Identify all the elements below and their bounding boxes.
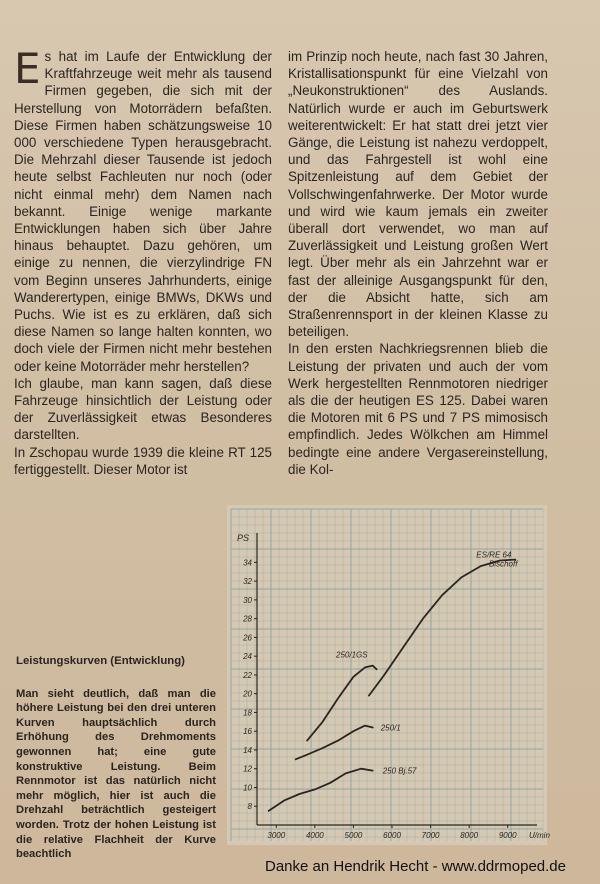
drop-cap: E (14, 44, 41, 93)
paragraph: In Zschopau wurde 1939 die kleine RT 125 fertiggestellt. Dieser Motor ist (14, 444, 272, 477)
paragraph: In den ersten Nachkriegsrennen blieb die Leistung der privaten und auch der vom Werk hergestellten Rennmotoren niedriger als die der heutigen ES 125. Dabei waren die Motoren mit 6 PS und 7 PS mimosisch empfindlich. Jedes Wölkchen am Himmel bedingte eine andere Vergasereinstellung, die Kol- (288, 341, 548, 477)
y-tick-label: 12 (243, 764, 252, 774)
y-tick-label: 10 (243, 783, 252, 793)
y-axis-label: PS (237, 533, 250, 543)
paragraph: im Prinzip noch heute, nach fast 30 Jahren, Kristallisationspunkt für eine Vielzahl von „Neukonstruktionen“ des Auslands. Natürlich wurde er auch im Geburtswerk weiterentwickelt: Er hat statt drei jetzt vier Gänge, die Leistung ist nahezu verdoppelt, und das Fahrgestell ist wohl eine Spitzenleistung auf dem Gebiet der Vollschwingenfahrwerke. Der Motor wurde und wird wie kaum jemals ein zweiter überall dort verwendet, wo man auf Zuverlässigkeit und Leistung großen Wert legt. Über mehr als ein Jahrzehnt war er fast der alleinige Ausgangspunkt für den, der die Absicht hatte, sich am Straßenrennsport in der kleinen Klasse zu beteiligen. (288, 49, 548, 340)
series-label: 250/1GS (336, 650, 368, 660)
y-tick-label: 20 (243, 689, 252, 699)
paragraph: s hat im Laufe der Entwicklung der Kraftfahrzeuge weit mehr als tausend Firmen gegeben, die sich mit der Herstellung von Motorrädern befaßten. Diese Firmen haben schätzungsweise 10 000 verschiedene Typen herausgebracht. Die Mehrzahl dieser Tausende ist jedoch heute selbst Fachleuten nur noch (oder nicht einmal mehr) dem Namen nach bekannt. Einige wenige markante Entwicklungen haben sich über Jahre hinaus behauptet. Dazu gehören, um einige zu nennen, die vierzylindrige FN vom Beginn unseres Jahrhunderts, einige Wanderertypen, einige BMWs, DKWs und Puchs. Wie ist es zu erklären, daß sich diese Namen so lange halten konnten, wo doch viele der Firmen nicht mehr bestehen oder keine Motorräder mehr herstellen? (14, 49, 272, 374)
x-tick-label: 3000 (267, 831, 286, 840)
x-tick-label: 8000 (460, 831, 479, 840)
credit-line: Danke an Hendrik Hecht - www.ddrmoped.de (265, 858, 566, 875)
y-tick-label: 32 (243, 577, 252, 587)
x-tick-label: 6000 (383, 831, 401, 840)
paragraph: Ich glaube, man kann sagen, daß diese Fahrzeuge hinsichtlich der Leistung oder der Zuverlässigkeit etwas Besonderes darstellten. (14, 375, 272, 443)
series-label: 250/1 (380, 723, 401, 733)
series-label: Bischoff (488, 559, 518, 569)
y-tick-label: 24 (243, 652, 252, 662)
series-label: 250 Bj.57 (382, 766, 417, 776)
y-tick-label: 8 (247, 802, 252, 812)
x-tick-label: 7000 (421, 831, 440, 840)
caption-body: Man sieht deutlich, daß man die höhere Leistung bei den drei unteren Kurven hauptsächlich durch Erhöhung des Drehmoments gewonnen hat; eine gute konstruktive Leistung. Beim Rennmotor ist das natürlich nicht mehr möglich, hier ist auch die Drehzahl beträchtlich gesteigert worden. Trotz der hohen Leistung ist die relative Flachheit der Kurve beachtlich (16, 687, 216, 861)
y-tick-label: 26 (243, 633, 252, 643)
caption-title: Leistungskurven (Entwicklung) (16, 655, 185, 667)
x-tick-label: 9000 (498, 831, 517, 840)
y-tick-label: 34 (243, 558, 252, 568)
y-tick-label: 14 (243, 745, 252, 755)
performance-curves-chart (227, 505, 550, 845)
y-tick-label: 30 (243, 595, 252, 605)
body-column-left (14, 44, 272, 478)
y-tick-label: 16 (243, 727, 252, 737)
x-axis-label: U/min (529, 831, 550, 840)
body-column-right (288, 48, 548, 478)
series-label: ES/RE 64 (476, 550, 512, 560)
x-tick-label: 5000 (344, 831, 363, 840)
y-tick-label: 28 (243, 614, 252, 624)
y-tick-label: 18 (243, 708, 252, 718)
y-tick-label: 22 (243, 670, 252, 680)
x-tick-label: 4000 (305, 831, 324, 840)
figure-caption (16, 654, 216, 862)
